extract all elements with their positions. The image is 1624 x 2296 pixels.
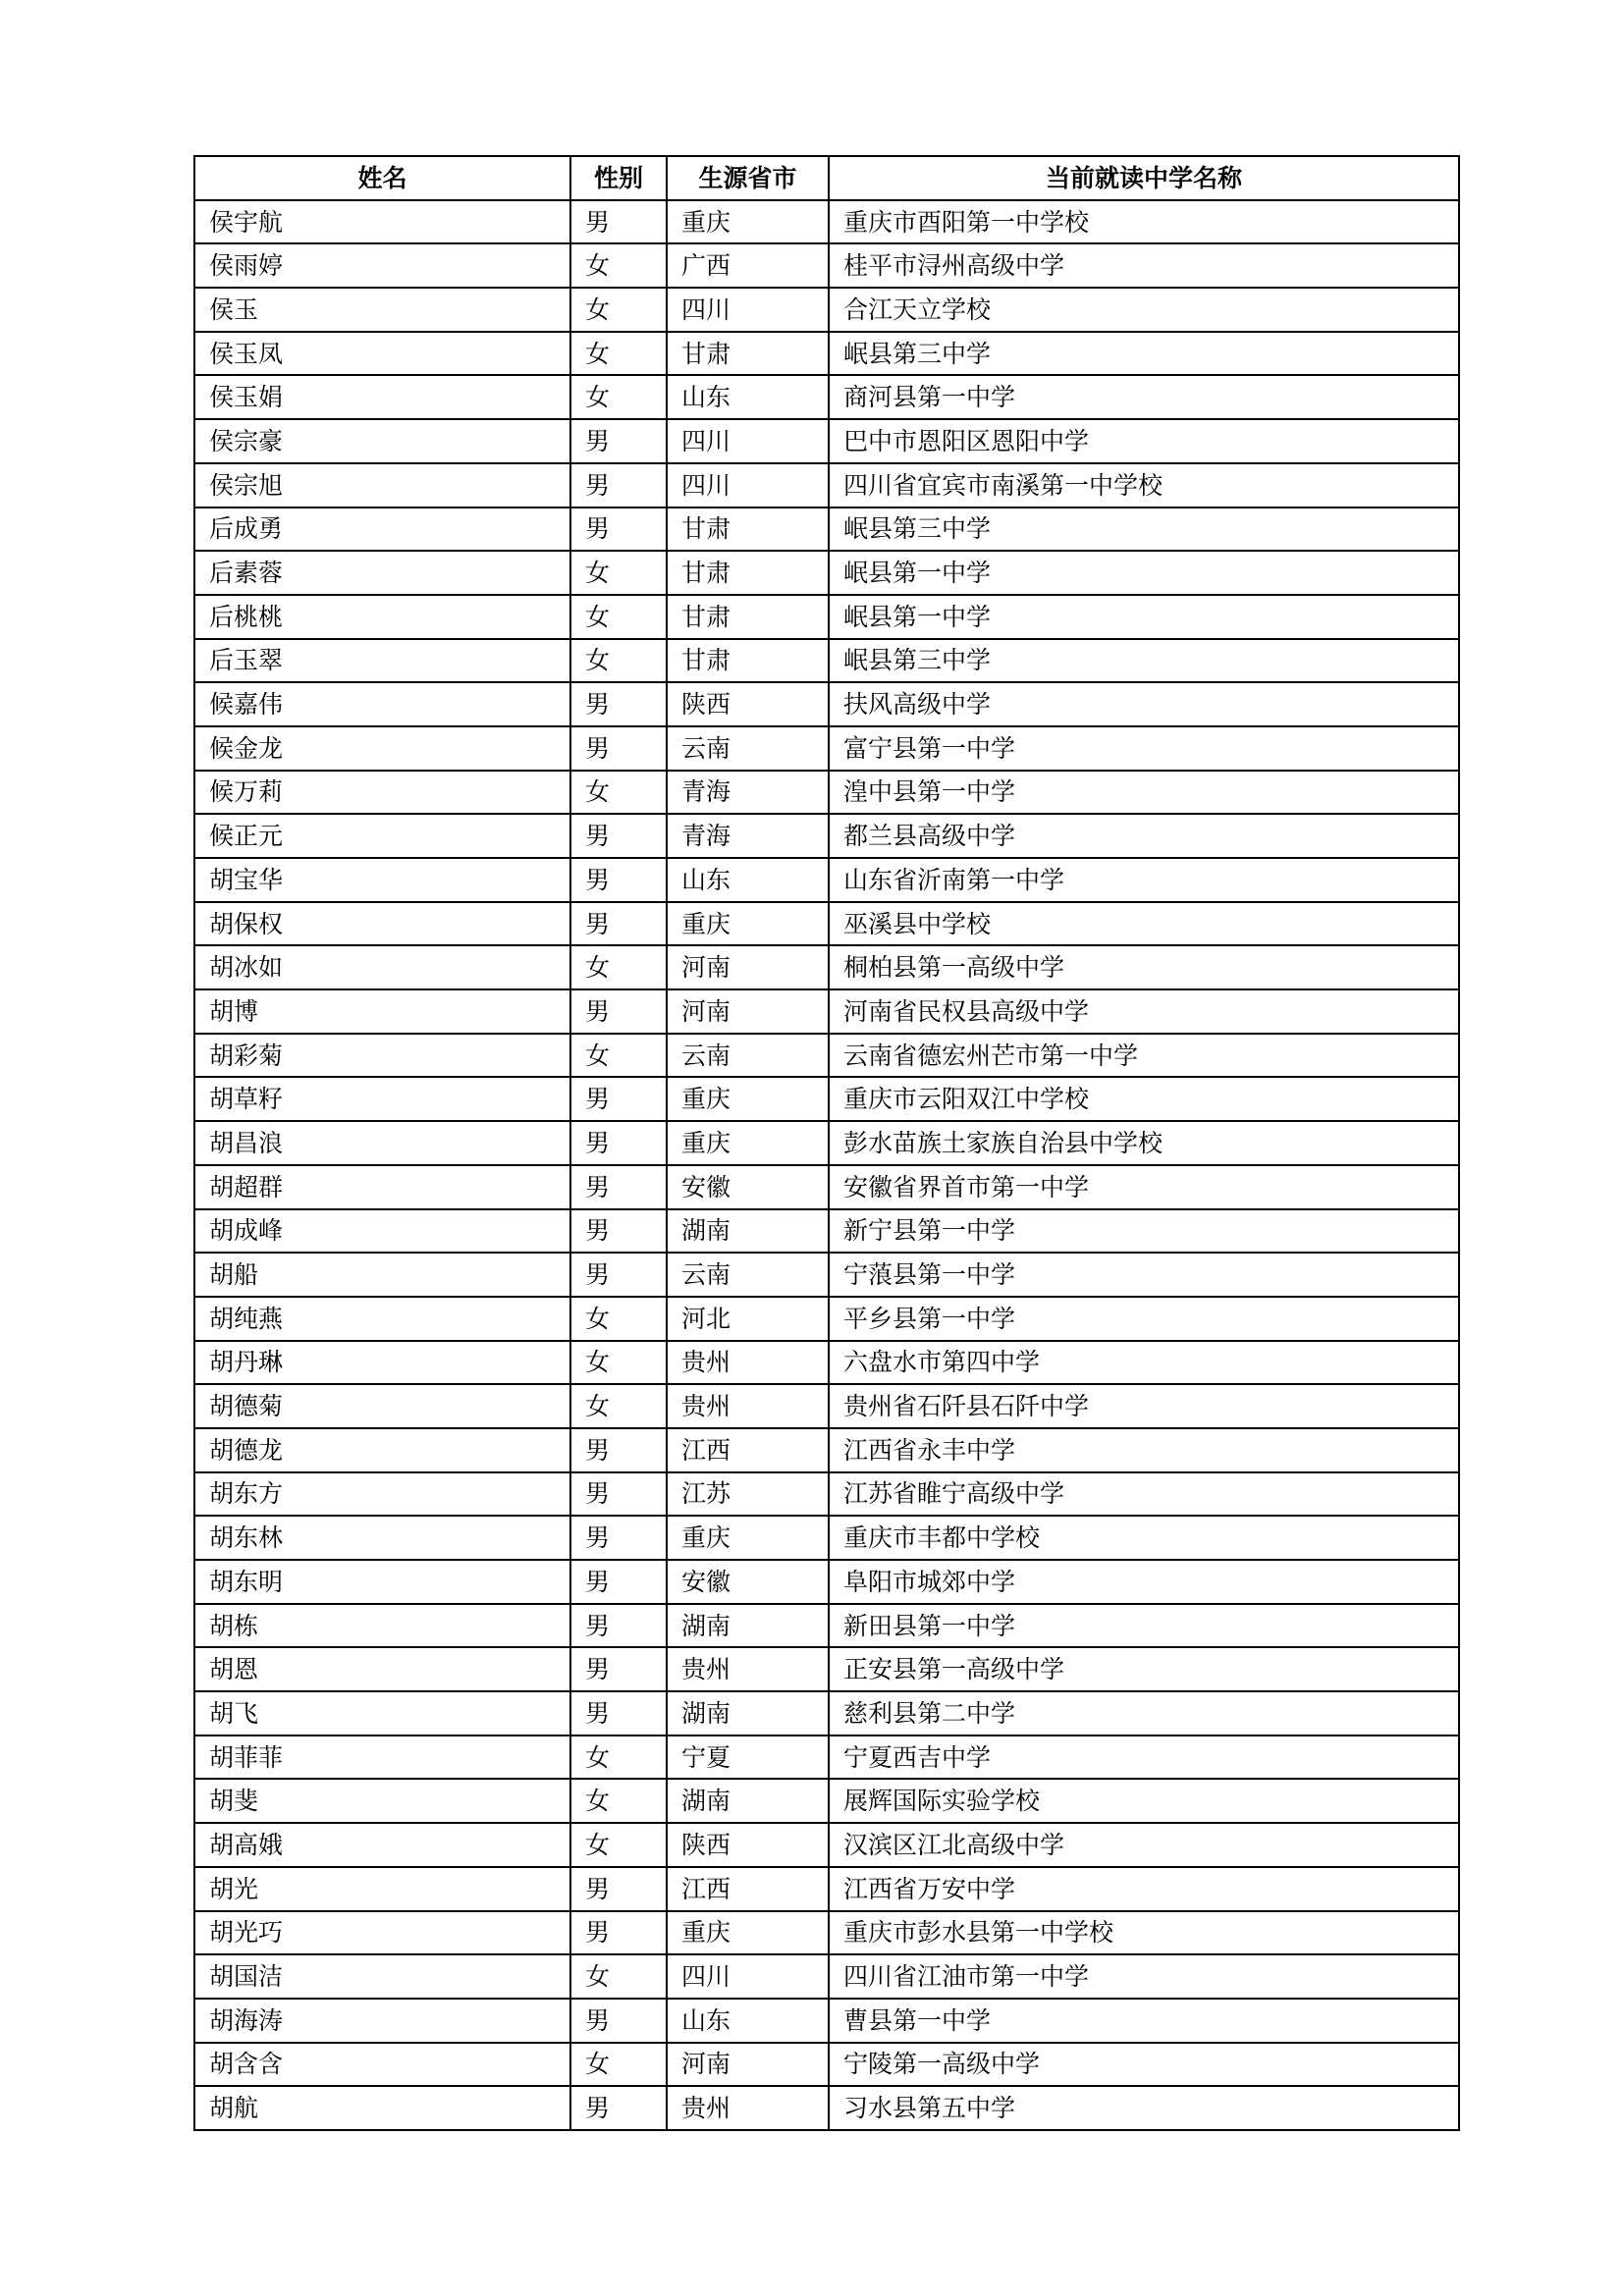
cell-name: 候万莉 bbox=[194, 771, 570, 815]
table-row bbox=[194, 771, 1459, 815]
cell-gender: 女 bbox=[570, 945, 667, 989]
cell-school: 桂平市浔州高级中学 bbox=[829, 243, 1459, 288]
cell-gender: 男 bbox=[570, 1428, 667, 1472]
cell-gender: 女 bbox=[570, 595, 667, 639]
cell-province: 山东 bbox=[667, 858, 829, 902]
table-row bbox=[194, 332, 1459, 376]
cell-gender: 女 bbox=[570, 332, 667, 376]
cell-school: 习水县第五中学 bbox=[829, 2086, 1459, 2130]
cell-gender: 男 bbox=[570, 1560, 667, 1604]
cell-school: 四川省江油市第一中学 bbox=[829, 1954, 1459, 1999]
cell-school: 新田县第一中学 bbox=[829, 1604, 1459, 1648]
cell-province: 甘肃 bbox=[667, 551, 829, 595]
cell-province: 广西 bbox=[667, 243, 829, 288]
cell-name: 胡斐 bbox=[194, 1779, 570, 1823]
cell-name: 胡船 bbox=[194, 1253, 570, 1297]
table-row bbox=[194, 1297, 1459, 1341]
cell-school: 四川省宜宾市南溪第一中学校 bbox=[829, 463, 1459, 507]
cell-name: 候正元 bbox=[194, 814, 570, 858]
table-row bbox=[194, 1735, 1459, 1780]
cell-province: 甘肃 bbox=[667, 507, 829, 552]
table-row bbox=[194, 1516, 1459, 1560]
cell-gender: 女 bbox=[570, 1779, 667, 1823]
cell-name: 侯玉凤 bbox=[194, 332, 570, 376]
cell-school: 岷县第一中学 bbox=[829, 551, 1459, 595]
cell-school: 扶风高级中学 bbox=[829, 682, 1459, 726]
cell-province: 陕西 bbox=[667, 1823, 829, 1867]
header-gender: 性别 bbox=[570, 156, 667, 200]
cell-gender: 女 bbox=[570, 1384, 667, 1428]
cell-province: 重庆 bbox=[667, 1077, 829, 1121]
cell-province: 重庆 bbox=[667, 1516, 829, 1560]
table-row bbox=[194, 902, 1459, 946]
cell-school: 宁蒗县第一中学 bbox=[829, 1253, 1459, 1297]
cell-gender: 女 bbox=[570, 639, 667, 683]
cell-name: 胡飞 bbox=[194, 1691, 570, 1735]
cell-gender: 男 bbox=[570, 419, 667, 463]
cell-province: 湖南 bbox=[667, 1691, 829, 1735]
cell-name: 胡彩菊 bbox=[194, 1034, 570, 1078]
cell-gender: 女 bbox=[570, 1297, 667, 1341]
cell-province: 山东 bbox=[667, 1999, 829, 2043]
cell-gender: 男 bbox=[570, 814, 667, 858]
table-row bbox=[194, 1253, 1459, 1297]
cell-province: 宁夏 bbox=[667, 1735, 829, 1780]
cell-province: 河南 bbox=[667, 989, 829, 1034]
cell-province: 河南 bbox=[667, 2043, 829, 2087]
cell-school: 安徽省界首市第一中学 bbox=[829, 1165, 1459, 1209]
cell-school: 合江天立学校 bbox=[829, 288, 1459, 332]
table-row bbox=[194, 1954, 1459, 1999]
cell-name: 胡宝华 bbox=[194, 858, 570, 902]
cell-name: 侯玉 bbox=[194, 288, 570, 332]
table-row bbox=[194, 1428, 1459, 1472]
cell-school: 重庆市云阳双江中学校 bbox=[829, 1077, 1459, 1121]
cell-name: 侯宗旭 bbox=[194, 463, 570, 507]
table-row bbox=[194, 288, 1459, 332]
cell-school: 云南省德宏州芒市第一中学 bbox=[829, 1034, 1459, 1078]
table-row bbox=[194, 1209, 1459, 1254]
header-name: 姓名 bbox=[194, 156, 570, 200]
table-body bbox=[194, 200, 1459, 2130]
cell-gender: 女 bbox=[570, 243, 667, 288]
cell-name: 胡成峰 bbox=[194, 1209, 570, 1254]
cell-school: 慈利县第二中学 bbox=[829, 1691, 1459, 1735]
cell-gender: 男 bbox=[570, 1911, 667, 1955]
cell-school: 商河县第一中学 bbox=[829, 375, 1459, 419]
cell-name: 胡博 bbox=[194, 989, 570, 1034]
cell-school: 阜阳市城郊中学 bbox=[829, 1560, 1459, 1604]
cell-province: 重庆 bbox=[667, 200, 829, 244]
cell-gender: 女 bbox=[570, 1954, 667, 1999]
cell-gender: 男 bbox=[570, 200, 667, 244]
cell-name: 胡草籽 bbox=[194, 1077, 570, 1121]
cell-province: 重庆 bbox=[667, 1121, 829, 1165]
cell-province: 四川 bbox=[667, 1954, 829, 1999]
cell-gender: 男 bbox=[570, 1867, 667, 1911]
cell-school: 都兰县高级中学 bbox=[829, 814, 1459, 858]
cell-school: 湟中县第一中学 bbox=[829, 771, 1459, 815]
table-row bbox=[194, 1560, 1459, 1604]
table-row bbox=[194, 1077, 1459, 1121]
cell-school: 岷县第三中学 bbox=[829, 332, 1459, 376]
cell-gender: 男 bbox=[570, 1999, 667, 2043]
cell-province: 湖南 bbox=[667, 1779, 829, 1823]
cell-gender: 女 bbox=[570, 551, 667, 595]
cell-province: 重庆 bbox=[667, 902, 829, 946]
cell-province: 江西 bbox=[667, 1867, 829, 1911]
cell-name: 胡东明 bbox=[194, 1560, 570, 1604]
cell-school: 江西省万安中学 bbox=[829, 1867, 1459, 1911]
cell-name: 胡超群 bbox=[194, 1165, 570, 1209]
table-row bbox=[194, 1779, 1459, 1823]
student-roster-table bbox=[193, 155, 1460, 2131]
cell-school: 富宁县第一中学 bbox=[829, 726, 1459, 771]
table-row bbox=[194, 945, 1459, 989]
cell-school: 岷县第三中学 bbox=[829, 639, 1459, 683]
cell-name: 胡光巧 bbox=[194, 1911, 570, 1955]
table-row bbox=[194, 2043, 1459, 2087]
table-row bbox=[194, 1604, 1459, 1648]
cell-province: 青海 bbox=[667, 814, 829, 858]
cell-school: 重庆市酉阳第一中学校 bbox=[829, 200, 1459, 244]
table-row bbox=[194, 1867, 1459, 1911]
cell-gender: 女 bbox=[570, 1735, 667, 1780]
cell-school: 六盘水市第四中学 bbox=[829, 1341, 1459, 1385]
cell-name: 胡海涛 bbox=[194, 1999, 570, 2043]
cell-name: 候金龙 bbox=[194, 726, 570, 771]
cell-school: 重庆市丰都中学校 bbox=[829, 1516, 1459, 1560]
cell-school: 宁陵第一高级中学 bbox=[829, 2043, 1459, 2087]
cell-name: 胡栋 bbox=[194, 1604, 570, 1648]
cell-province: 青海 bbox=[667, 771, 829, 815]
cell-name: 胡东方 bbox=[194, 1472, 570, 1517]
cell-gender: 男 bbox=[570, 1472, 667, 1517]
table-row bbox=[194, 989, 1459, 1034]
cell-name: 胡光 bbox=[194, 1867, 570, 1911]
cell-school: 江苏省睢宁高级中学 bbox=[829, 1472, 1459, 1517]
cell-gender: 女 bbox=[570, 1034, 667, 1078]
cell-province: 四川 bbox=[667, 288, 829, 332]
cell-school: 展辉国际实验学校 bbox=[829, 1779, 1459, 1823]
cell-name: 侯雨婷 bbox=[194, 243, 570, 288]
cell-province: 安徽 bbox=[667, 1165, 829, 1209]
cell-school: 正安县第一高级中学 bbox=[829, 1647, 1459, 1691]
table-row bbox=[194, 1911, 1459, 1955]
cell-gender: 男 bbox=[570, 1691, 667, 1735]
cell-name: 胡冰如 bbox=[194, 945, 570, 989]
cell-name: 胡菲菲 bbox=[194, 1735, 570, 1780]
cell-school: 岷县第一中学 bbox=[829, 595, 1459, 639]
cell-school: 江西省永丰中学 bbox=[829, 1428, 1459, 1472]
cell-name: 胡东林 bbox=[194, 1516, 570, 1560]
cell-gender: 女 bbox=[570, 2043, 667, 2087]
cell-school: 曹县第一中学 bbox=[829, 1999, 1459, 2043]
cell-province: 贵州 bbox=[667, 1647, 829, 1691]
cell-province: 甘肃 bbox=[667, 639, 829, 683]
cell-gender: 男 bbox=[570, 726, 667, 771]
cell-school: 彭水苗族土家族自治县中学校 bbox=[829, 1121, 1459, 1165]
cell-school: 重庆市彭水县第一中学校 bbox=[829, 1911, 1459, 1955]
cell-gender: 男 bbox=[570, 1077, 667, 1121]
cell-name: 侯宇航 bbox=[194, 200, 570, 244]
cell-school: 新宁县第一中学 bbox=[829, 1209, 1459, 1254]
cell-gender: 女 bbox=[570, 288, 667, 332]
table-row bbox=[194, 243, 1459, 288]
table-row bbox=[194, 1647, 1459, 1691]
cell-school: 山东省沂南第一中学 bbox=[829, 858, 1459, 902]
cell-name: 后成勇 bbox=[194, 507, 570, 552]
cell-name: 胡昌浪 bbox=[194, 1121, 570, 1165]
cell-gender: 女 bbox=[570, 375, 667, 419]
table-row bbox=[194, 858, 1459, 902]
table-row bbox=[194, 1384, 1459, 1428]
cell-school: 桐柏县第一高级中学 bbox=[829, 945, 1459, 989]
cell-name: 胡丹琳 bbox=[194, 1341, 570, 1385]
table-row bbox=[194, 1999, 1459, 2043]
cell-school: 巫溪县中学校 bbox=[829, 902, 1459, 946]
cell-province: 贵州 bbox=[667, 1341, 829, 1385]
cell-gender: 女 bbox=[570, 771, 667, 815]
table-row bbox=[194, 726, 1459, 771]
cell-gender: 男 bbox=[570, 858, 667, 902]
table-row bbox=[194, 2086, 1459, 2130]
cell-name: 胡保权 bbox=[194, 902, 570, 946]
table-row bbox=[194, 419, 1459, 463]
table-row bbox=[194, 1691, 1459, 1735]
cell-province: 甘肃 bbox=[667, 332, 829, 376]
cell-gender: 女 bbox=[570, 1341, 667, 1385]
cell-name: 胡德龙 bbox=[194, 1428, 570, 1472]
cell-school: 岷县第三中学 bbox=[829, 507, 1459, 552]
cell-province: 贵州 bbox=[667, 2086, 829, 2130]
table-row bbox=[194, 463, 1459, 507]
cell-province: 云南 bbox=[667, 1034, 829, 1078]
table-row bbox=[194, 1121, 1459, 1165]
cell-name: 候嘉伟 bbox=[194, 682, 570, 726]
cell-province: 山东 bbox=[667, 375, 829, 419]
cell-province: 安徽 bbox=[667, 1560, 829, 1604]
cell-gender: 男 bbox=[570, 1165, 667, 1209]
cell-name: 胡德菊 bbox=[194, 1384, 570, 1428]
table-row bbox=[194, 1472, 1459, 1517]
table-row bbox=[194, 551, 1459, 595]
cell-province: 重庆 bbox=[667, 1911, 829, 1955]
table-row bbox=[194, 595, 1459, 639]
cell-province: 四川 bbox=[667, 463, 829, 507]
cell-province: 江苏 bbox=[667, 1472, 829, 1517]
cell-name: 后桃桃 bbox=[194, 595, 570, 639]
cell-province: 陕西 bbox=[667, 682, 829, 726]
cell-name: 侯宗豪 bbox=[194, 419, 570, 463]
table-row bbox=[194, 682, 1459, 726]
table-row bbox=[194, 1034, 1459, 1078]
table-row bbox=[194, 1823, 1459, 1867]
cell-name: 胡纯燕 bbox=[194, 1297, 570, 1341]
cell-gender: 男 bbox=[570, 1209, 667, 1254]
cell-gender: 男 bbox=[570, 1516, 667, 1560]
cell-gender: 男 bbox=[570, 1253, 667, 1297]
cell-name: 侯玉娟 bbox=[194, 375, 570, 419]
table-row bbox=[194, 507, 1459, 552]
cell-province: 湖南 bbox=[667, 1209, 829, 1254]
table-row bbox=[194, 200, 1459, 244]
table-row bbox=[194, 1165, 1459, 1209]
cell-province: 江西 bbox=[667, 1428, 829, 1472]
cell-province: 云南 bbox=[667, 1253, 829, 1297]
cell-gender: 男 bbox=[570, 2086, 667, 2130]
cell-gender: 男 bbox=[570, 902, 667, 946]
table-row bbox=[194, 639, 1459, 683]
cell-name: 胡恩 bbox=[194, 1647, 570, 1691]
cell-gender: 男 bbox=[570, 1647, 667, 1691]
cell-province: 云南 bbox=[667, 726, 829, 771]
cell-gender: 男 bbox=[570, 682, 667, 726]
cell-name: 胡高娥 bbox=[194, 1823, 570, 1867]
table-row bbox=[194, 1341, 1459, 1385]
header-province: 生源省市 bbox=[667, 156, 829, 200]
cell-province: 甘肃 bbox=[667, 595, 829, 639]
cell-province: 湖南 bbox=[667, 1604, 829, 1648]
cell-province: 河南 bbox=[667, 945, 829, 989]
cell-gender: 男 bbox=[570, 463, 667, 507]
cell-school: 河南省民权县高级中学 bbox=[829, 989, 1459, 1034]
cell-province: 河北 bbox=[667, 1297, 829, 1341]
header-school: 当前就读中学名称 bbox=[829, 156, 1459, 200]
cell-province: 四川 bbox=[667, 419, 829, 463]
cell-school: 平乡县第一中学 bbox=[829, 1297, 1459, 1341]
cell-school: 贵州省石阡县石阡中学 bbox=[829, 1384, 1459, 1428]
cell-gender: 男 bbox=[570, 1604, 667, 1648]
cell-name: 后素蓉 bbox=[194, 551, 570, 595]
cell-school: 巴中市恩阳区恩阳中学 bbox=[829, 419, 1459, 463]
cell-gender: 男 bbox=[570, 989, 667, 1034]
cell-gender: 男 bbox=[570, 1121, 667, 1165]
cell-school: 宁夏西吉中学 bbox=[829, 1735, 1459, 1780]
cell-name: 胡国洁 bbox=[194, 1954, 570, 1999]
cell-gender: 女 bbox=[570, 1823, 667, 1867]
header-row bbox=[194, 156, 1459, 200]
cell-name: 后玉翠 bbox=[194, 639, 570, 683]
cell-school: 汉滨区江北高级中学 bbox=[829, 1823, 1459, 1867]
table-row bbox=[194, 375, 1459, 419]
cell-name: 胡航 bbox=[194, 2086, 570, 2130]
table-row bbox=[194, 814, 1459, 858]
cell-province: 贵州 bbox=[667, 1384, 829, 1428]
cell-name: 胡含含 bbox=[194, 2043, 570, 2087]
cell-gender: 男 bbox=[570, 507, 667, 552]
